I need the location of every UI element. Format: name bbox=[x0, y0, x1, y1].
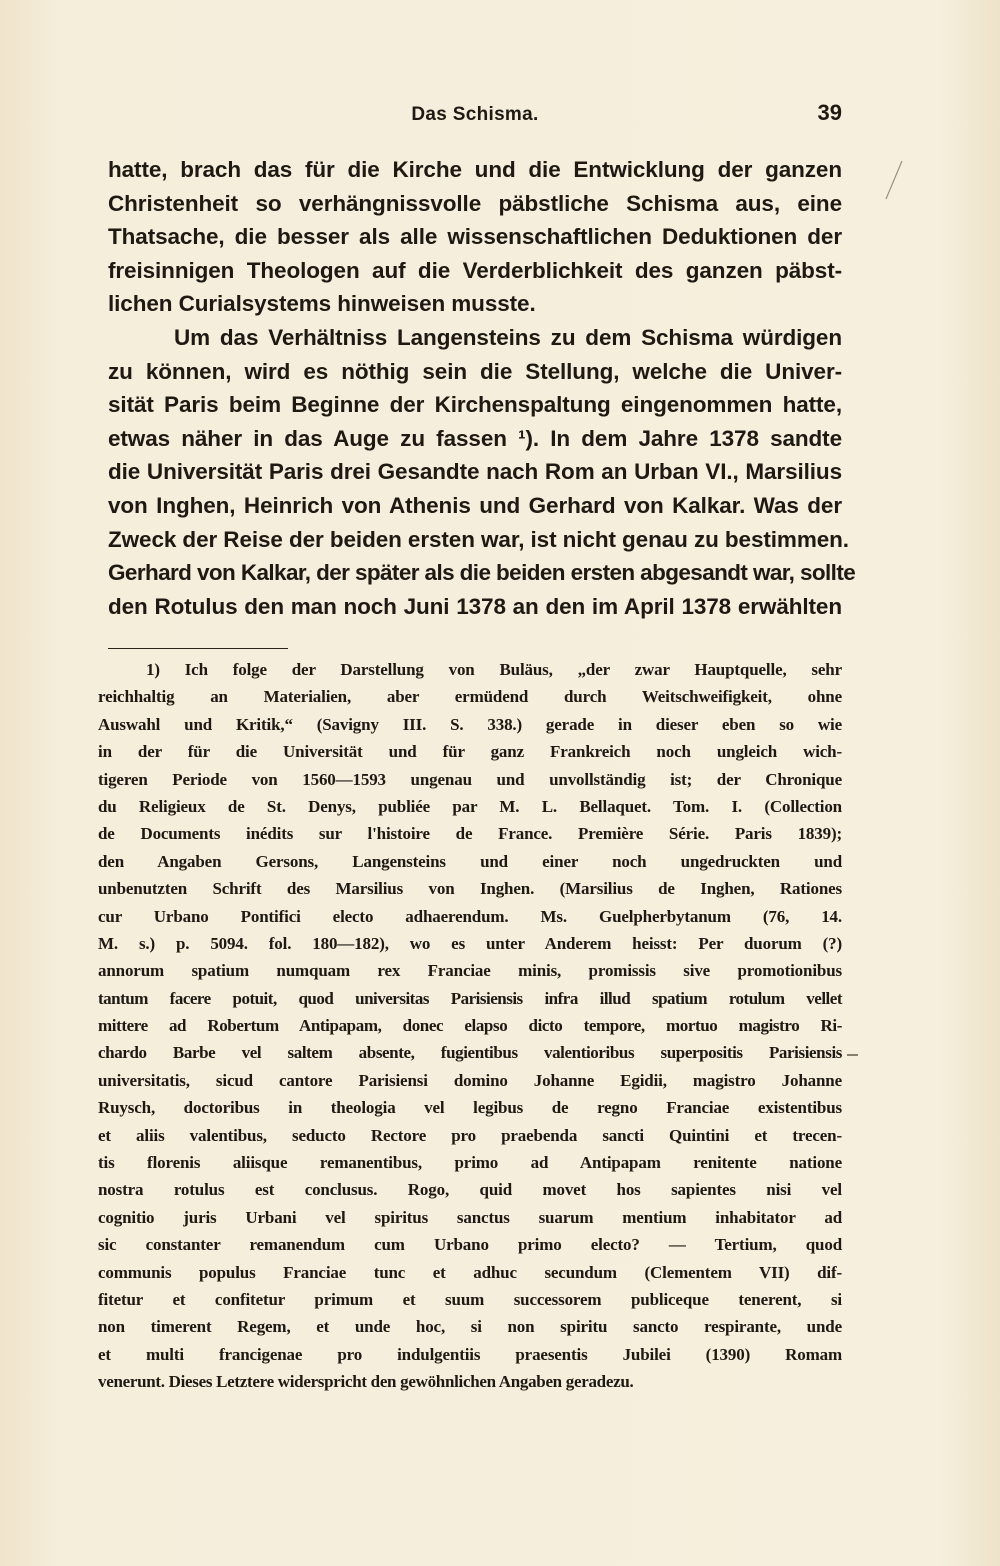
main-text-line: Gerhard von Kalkar, der später als die beiden ersten abgesandt war, sollte bbox=[108, 560, 856, 586]
footnote-line: annorum spatium numquam rex Franciae minis, promissis sive promotionibus bbox=[98, 961, 842, 981]
footnote-line: et aliis valentibus, seducto Rectore pro praebenda sancti Quintini et trecen- bbox=[98, 1125, 842, 1145]
footnote-line: 1) Ich folge der Darstellung von Buläus, „der zwar Hauptquelle, sehr bbox=[146, 660, 842, 679]
page-header bbox=[108, 100, 842, 132]
footnote-block bbox=[98, 656, 842, 1396]
footnote-line: tantum facere potuit, quod universitas Parisiensis infra illud spatium rotulum vellet bbox=[98, 988, 842, 1008]
footnote-line: cognitio juris Urbani vel spiritus sanctus suarum mentium inhabitator ad bbox=[98, 1207, 842, 1227]
footnote-line: et multi francigenae pro indulgentiis praesentis Jubilei (1390) Romam bbox=[98, 1344, 842, 1364]
running-title: Das Schisma. bbox=[411, 104, 539, 125]
page-number: 39 bbox=[817, 100, 842, 125]
footnote-line: venerunt. Dieses Letztere widerspricht den gewöhnlichen Angaben geradezu. bbox=[98, 1372, 634, 1392]
main-text-line: zu können, wird es nöthig sein die Stellung, welche die Univer- bbox=[108, 358, 842, 384]
main-text-line: hatte, brach das für die Kirche und die Entwicklung der ganzen bbox=[108, 157, 842, 182]
footnote-line: fitetur et confitetur primum et suum successorem publiceque tenerent, si bbox=[98, 1289, 842, 1309]
footnote-line: Auswahl und Kritik,“ (Savigny III. S. 338.) gerade in dieser eben so wie bbox=[98, 714, 842, 734]
margin-dash-icon bbox=[846, 1052, 860, 1058]
main-text-line: etwas näher in das Auge zu fassen ¹). In dem Jahre 1378 sandte bbox=[108, 425, 842, 451]
main-text-line: von Inghen, Heinrich von Athenis und Gerhard von Kalkar. Was der bbox=[108, 492, 842, 518]
main-text-line: Thatsache, die besser als alle wissenschaftlichen Deduktionen der bbox=[108, 224, 842, 250]
main-text-line: Um das Verhältniss Langensteins zu dem Schisma würdigen bbox=[174, 324, 842, 350]
footnote-line: sic constanter remanendum cum Urbano primo electo? — Tertium, quod bbox=[98, 1235, 842, 1255]
main-text-line: die Universität Paris drei Gesandte nach Rom an Urban VI., Marsilius bbox=[108, 459, 842, 485]
footnote-line: mittere ad Robertum Antipapam, donec elapso dicto tempore, mortuo magistro Ri- bbox=[98, 1016, 842, 1036]
main-text-line: sität Paris beim Beginne der Kirchenspaltung eingenommen hatte, bbox=[108, 392, 842, 418]
main-text-line: Zweck der Reise der beiden ersten war, ist nicht genau zu bestimmen. bbox=[108, 526, 849, 552]
main-text-line: lichen Curialsystems hinweisen musste. bbox=[108, 291, 536, 317]
footnote-line: cur Urbano Pontifici electo adhaerendum. Ms. Guelpherbytanum (76, 14. bbox=[98, 906, 842, 926]
footnote-line: non timerent Regem, et unde hoc, si non spiritu sancto respirante, unde bbox=[98, 1317, 842, 1337]
footnote-line: de Documents inédits sur l'histoire de France. Première Série. Paris 1839); bbox=[98, 824, 842, 844]
footnote-line: tis florenis aliisque remanentibus, primo ad Antipapam renitente natione bbox=[98, 1153, 842, 1173]
pencil-mark-icon bbox=[880, 155, 910, 205]
footnote-line: du Religieux de St. Denys, publiée par M. L. Bellaquet. Tom. I. (Collection bbox=[98, 796, 842, 816]
footnote-line: unbenutzten Schrift des Marsilius von Inghen. (Marsilius de Inghen, Rationes bbox=[98, 879, 842, 899]
main-text-line: den Rotulus den man noch Juni 1378 an den im April 1378 erwählten bbox=[108, 593, 842, 619]
footnote-line: nostra rotulus est conclusus. Rogo, quid movet hos sapientes nisi vel bbox=[98, 1180, 842, 1200]
footnote-line: universitatis, sicud cantore Parisiensi domino Johanne Egidii, magistro Johanne bbox=[98, 1070, 842, 1090]
footnote-divider bbox=[108, 648, 288, 649]
footnote-line: reichhaltig an Materialien, aber ermüdend durch Weitschweifigkeit, ohne bbox=[98, 687, 842, 707]
main-text-line: Christenheit so verhängnissvolle päbstliche Schisma aus, eine bbox=[108, 190, 842, 216]
footnote-line: in der für die Universität und für ganz Frankreich noch ungleich wich- bbox=[98, 742, 842, 762]
footnote-line: chardo Barbe vel saltem absente, fugientibus valentioribus superpositis Parisiensis bbox=[98, 1043, 842, 1063]
footnote-line: communis populus Franciae tunc et adhuc secundum (Clementem VII) dif- bbox=[98, 1262, 842, 1282]
footnote-line: tigeren Periode von 1560—1593 ungenau und unvollständig ist; der Chronique bbox=[98, 769, 842, 789]
main-text-line: freisinnigen Theologen auf die Verderblichkeit des ganzen päbst- bbox=[108, 257, 842, 283]
footnote-line: Ruysch, doctoribus in theologia vel legibus de regno Franciae existentibus bbox=[98, 1098, 842, 1118]
footnote-line: den Angaben Gersons, Langensteins und einer noch ungedruckten und bbox=[98, 851, 842, 871]
footnote-line: M. s.) p. 5094. fol. 180—182), wo es unter Anderem heisst: Per duorum (?) bbox=[98, 933, 842, 953]
main-text-block bbox=[108, 153, 856, 623]
